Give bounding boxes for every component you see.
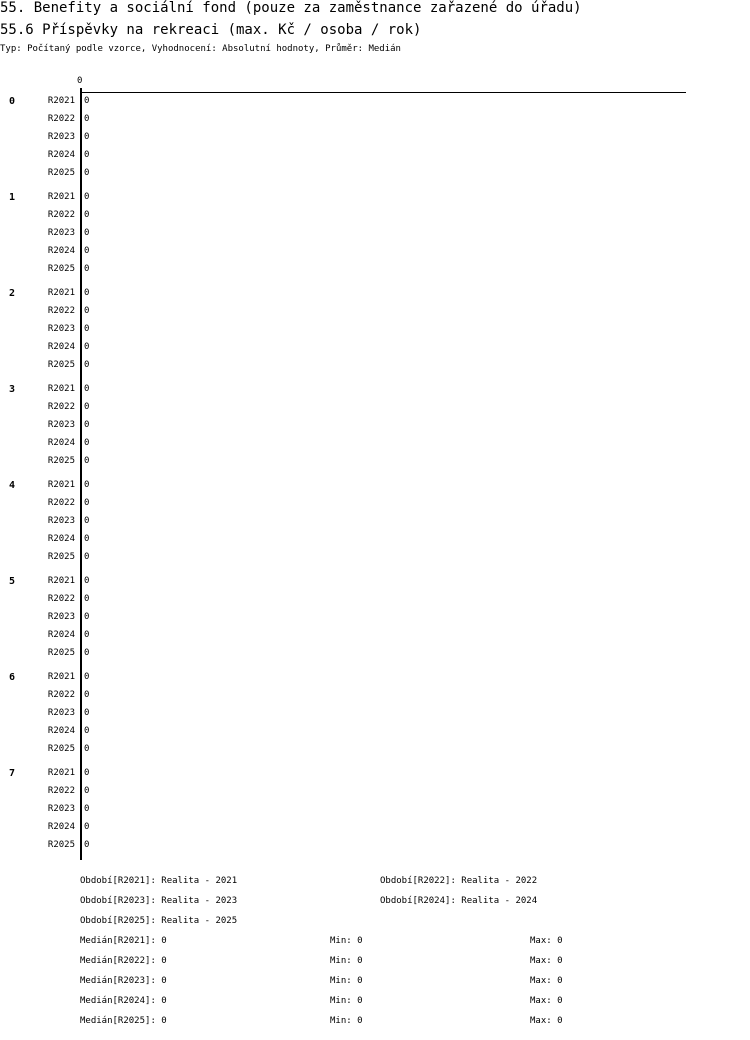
period-label: R2023 <box>47 228 75 238</box>
period-label: R2022 <box>47 498 75 508</box>
period-label: R2025 <box>47 360 75 370</box>
group-label: 0 <box>9 96 16 107</box>
period-label: R2022 <box>47 690 75 700</box>
legend-item: Období[R2024]: Realita - 2024 <box>380 896 538 906</box>
bar-value-label: 0 <box>84 726 90 736</box>
bar-value-label: 0 <box>84 630 90 640</box>
period-label: R2025 <box>47 744 75 754</box>
period-label: R2025 <box>47 552 75 562</box>
period-label: R2022 <box>47 306 75 316</box>
bar-value-label: 0 <box>84 420 90 430</box>
bar-value-label: 0 <box>84 534 90 544</box>
bar-value-label: 0 <box>84 168 90 178</box>
bar-value-label: 0 <box>84 132 90 142</box>
period-label: R2022 <box>47 402 75 412</box>
group-label: 3 <box>9 384 16 395</box>
stat-median: Medián[R2025]: 0 <box>80 1016 167 1026</box>
stat-min: Min: 0 <box>330 956 363 966</box>
period-label: R2021 <box>47 384 75 394</box>
bar-value-label: 0 <box>84 822 90 832</box>
bar-value-label: 0 <box>84 402 90 412</box>
bar-value-label: 0 <box>84 498 90 508</box>
bar-value-label: 0 <box>84 384 90 394</box>
bar-value-label: 0 <box>84 456 90 466</box>
group-label: 1 <box>9 192 16 203</box>
group-label: 5 <box>9 576 16 587</box>
bar-value-label: 0 <box>84 612 90 622</box>
bar-value-label: 0 <box>84 192 90 202</box>
bar-value-label: 0 <box>84 672 90 682</box>
bar-value-label: 0 <box>84 552 90 562</box>
group-label: 7 <box>9 768 16 779</box>
stat-median: Medián[R2021]: 0 <box>80 936 167 946</box>
stat-max: Max: 0 <box>530 936 563 946</box>
stat-median: Medián[R2022]: 0 <box>80 956 167 966</box>
bar-value-label: 0 <box>84 516 90 526</box>
group-label: 4 <box>9 480 16 491</box>
bar-value-label: 0 <box>84 150 90 160</box>
period-label: R2022 <box>47 114 75 124</box>
period-label: R2021 <box>47 576 75 586</box>
stat-min: Min: 0 <box>330 976 363 986</box>
period-label: R2022 <box>47 210 75 220</box>
bar-value-label: 0 <box>84 96 90 106</box>
bar-value-label: 0 <box>84 576 90 586</box>
chart-title: 55. Benefity a sociální fond (pouze za zaměstnance zařazené do úřadu) <box>0 0 582 16</box>
period-label: R2024 <box>47 822 75 832</box>
period-label: R2021 <box>47 192 75 202</box>
period-label: R2025 <box>47 168 75 178</box>
period-label: R2022 <box>47 786 75 796</box>
x-axis-line <box>80 92 686 93</box>
period-label: R2025 <box>47 456 75 466</box>
period-label: R2024 <box>47 726 75 736</box>
bar-value-label: 0 <box>84 708 90 718</box>
stat-min: Min: 0 <box>330 936 363 946</box>
legend-item: Období[R2021]: Realita - 2021 <box>80 876 238 886</box>
chart-meta: Typ: Počítaný podle vzorce, Vyhodnocení: Absolutní hodnoty, Průměr: Medián <box>0 44 401 54</box>
x-tick-label: 0 <box>77 76 83 86</box>
bar-value-label: 0 <box>84 228 90 238</box>
y-axis-line <box>80 88 82 860</box>
bar-value-label: 0 <box>84 648 90 658</box>
bar-value-label: 0 <box>84 840 90 850</box>
period-label: R2021 <box>47 288 75 298</box>
period-label: R2024 <box>47 630 75 640</box>
legend-item: Období[R2025]: Realita - 2025 <box>80 916 238 926</box>
period-label: R2024 <box>47 438 75 448</box>
bar-value-label: 0 <box>84 768 90 778</box>
period-label: R2021 <box>47 672 75 682</box>
period-label: R2025 <box>47 264 75 274</box>
legend-item: Období[R2022]: Realita - 2022 <box>380 876 538 886</box>
period-label: R2025 <box>47 648 75 658</box>
bar-value-label: 0 <box>84 342 90 352</box>
chart-subtitle: 55.6 Příspěvky na rekreaci (max. Kč / osoba / rok) <box>0 22 422 38</box>
bar-value-label: 0 <box>84 480 90 490</box>
group-label: 6 <box>9 672 16 683</box>
period-label: R2024 <box>47 246 75 256</box>
bar-value-label: 0 <box>84 594 90 604</box>
period-label: R2023 <box>47 324 75 334</box>
bar-value-label: 0 <box>84 306 90 316</box>
period-label: R2024 <box>47 534 75 544</box>
period-label: R2023 <box>47 804 75 814</box>
group-label: 2 <box>9 288 16 299</box>
period-label: R2023 <box>47 132 75 142</box>
period-label: R2021 <box>47 96 75 106</box>
bar-value-label: 0 <box>84 690 90 700</box>
bar-value-label: 0 <box>84 360 90 370</box>
bar-value-label: 0 <box>84 210 90 220</box>
bar-value-label: 0 <box>84 438 90 448</box>
period-label: R2023 <box>47 516 75 526</box>
period-label: R2022 <box>47 594 75 604</box>
period-label: R2023 <box>47 612 75 622</box>
period-label: R2024 <box>47 342 75 352</box>
bar-value-label: 0 <box>84 744 90 754</box>
bar-value-label: 0 <box>84 288 90 298</box>
bar-value-label: 0 <box>84 786 90 796</box>
stat-max: Max: 0 <box>530 976 563 986</box>
bar-value-label: 0 <box>84 264 90 274</box>
stat-min: Min: 0 <box>330 1016 363 1026</box>
period-label: R2021 <box>47 480 75 490</box>
bar-value-label: 0 <box>84 804 90 814</box>
stat-max: Max: 0 <box>530 1016 563 1026</box>
bar-value-label: 0 <box>84 324 90 334</box>
period-label: R2024 <box>47 150 75 160</box>
period-label: R2023 <box>47 420 75 430</box>
legend-item: Období[R2023]: Realita - 2023 <box>80 896 238 906</box>
bar-value-label: 0 <box>84 246 90 256</box>
stat-max: Max: 0 <box>530 956 563 966</box>
stat-median: Medián[R2024]: 0 <box>80 996 167 1006</box>
period-label: R2025 <box>47 840 75 850</box>
period-label: R2023 <box>47 708 75 718</box>
stat-median: Medián[R2023]: 0 <box>80 976 167 986</box>
stat-max: Max: 0 <box>530 996 563 1006</box>
stat-min: Min: 0 <box>330 996 363 1006</box>
period-label: R2021 <box>47 768 75 778</box>
bar-value-label: 0 <box>84 114 90 124</box>
